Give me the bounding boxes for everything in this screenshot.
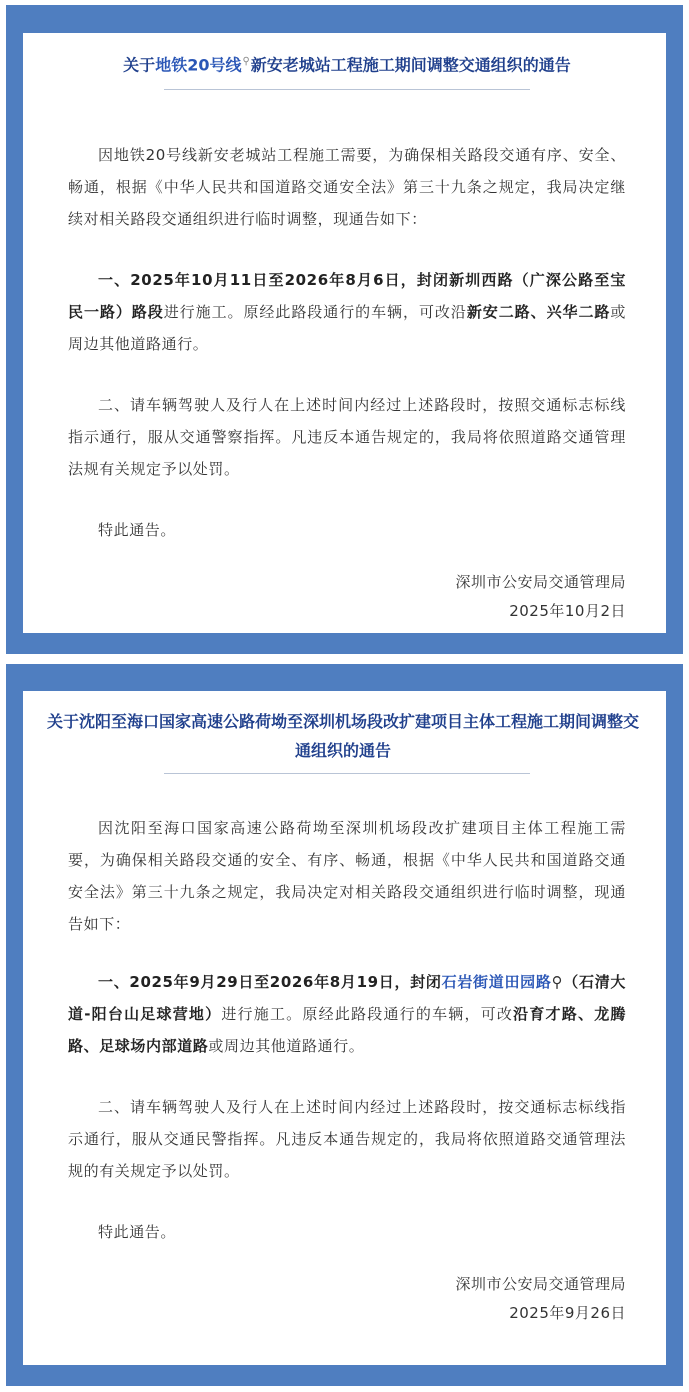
notice-2-card bbox=[23, 691, 666, 1365]
notice-2-intro: 因沈阳至海口国家高速公路荷坳至深圳机场段改扩建项目主体工程施工需要，为确保相关路段交通的安全、有序、畅通，根据《中华人民共和国道路交通安全法》第三十九条之规定，我局决定对相关路段交通组织进行临时调整，现通告如下： bbox=[68, 819, 626, 933]
title-divider bbox=[164, 89, 530, 90]
title-prefix: 关于 bbox=[123, 55, 156, 75]
item-1-section: （石清大道-阳台山足球营地） bbox=[68, 973, 626, 1023]
notice-2-closing: 特此通告。 bbox=[98, 1223, 177, 1241]
notice-1-issuer: 深圳市公安局交通管理局 bbox=[455, 573, 626, 592]
item-1-end: 或周边其他道路通行。 bbox=[208, 1037, 365, 1055]
title-divider bbox=[164, 773, 530, 774]
title-search-link[interactable]: 地铁20号线 bbox=[155, 55, 242, 75]
notice-1-date: 2025年10月2日 bbox=[509, 602, 626, 621]
notice-1-closing: 特此通告。 bbox=[98, 521, 177, 540]
notice-1-item-2: 二、请车辆驾驶人及行人在上述时间内经过上述路段时，按照交通标志标线指示通行，服从交通警察指挥。凡违反本通告规定的，我局将依照道路交通管理法规有关规定予以处罚。 bbox=[68, 396, 626, 479]
item-1-text: 进行施工。原经此路段通行的车辆，可改 bbox=[221, 1005, 514, 1023]
road-search-link[interactable]: 石岩街道田园路 bbox=[441, 973, 552, 991]
item-1-detour: 沿育才路、龙腾路、足球场内部道路 bbox=[68, 1005, 627, 1055]
notice-1-title bbox=[68, 33, 626, 79]
item-1-detour: 新安二路、兴华二路 bbox=[466, 303, 611, 322]
notice-2-frame bbox=[6, 664, 683, 1386]
item-1-closure: 一、2025年10月11日至2026年8月6日，封闭新圳西路（广深公路至宝民一路）路段 bbox=[68, 271, 626, 322]
item-1-text: 进行施工。原经此路段通行的车辆，可改沿 bbox=[163, 303, 467, 322]
search-icon[interactable]: ⚲ bbox=[551, 973, 564, 991]
notice-1-item-1 bbox=[68, 264, 626, 360]
notice-2-date: 2025年9月26日 bbox=[509, 1304, 626, 1322]
notice-1-frame bbox=[6, 5, 683, 654]
item-1-end: 或周边其他道路通行。 bbox=[68, 303, 626, 354]
notice-2-item-2: 二、请车辆驾驶人及行人在上述时间内经过上述路段时，按交通标志标线指示通行，服从交通民警指挥。凡违反本通告规定的，我局将依照道路交通管理法规的有关规定予以处罚。 bbox=[68, 1098, 626, 1180]
title-suffix: 新安老城站工程施工期间调整交通组织的通告 bbox=[250, 55, 571, 75]
item-1-closure: 一、2025年9月29日至2026年8月19日，封闭 bbox=[98, 973, 442, 991]
notice-2-title: 关于沈阳至海口国家高速公路荷坳至深圳机场段改扩建项目主体工程施工期间调整交通组织的通告 bbox=[46, 712, 639, 760]
notice-2-item-1 bbox=[68, 966, 626, 1062]
search-icon[interactable]: ⚲ bbox=[242, 56, 250, 67]
notice-1-intro: 因地铁20号线新安老城站工程施工需要，为确保相关路段交通有序、安全、畅通，根据《中华人民共和国道路交通安全法》第三十九条之规定，我局决定继续对相关路段交通组织进行临时调整，现通告如下： bbox=[68, 146, 626, 229]
notice-2-issuer: 深圳市公安局交通管理局 bbox=[455, 1275, 626, 1293]
notice-1-card bbox=[23, 33, 666, 633]
